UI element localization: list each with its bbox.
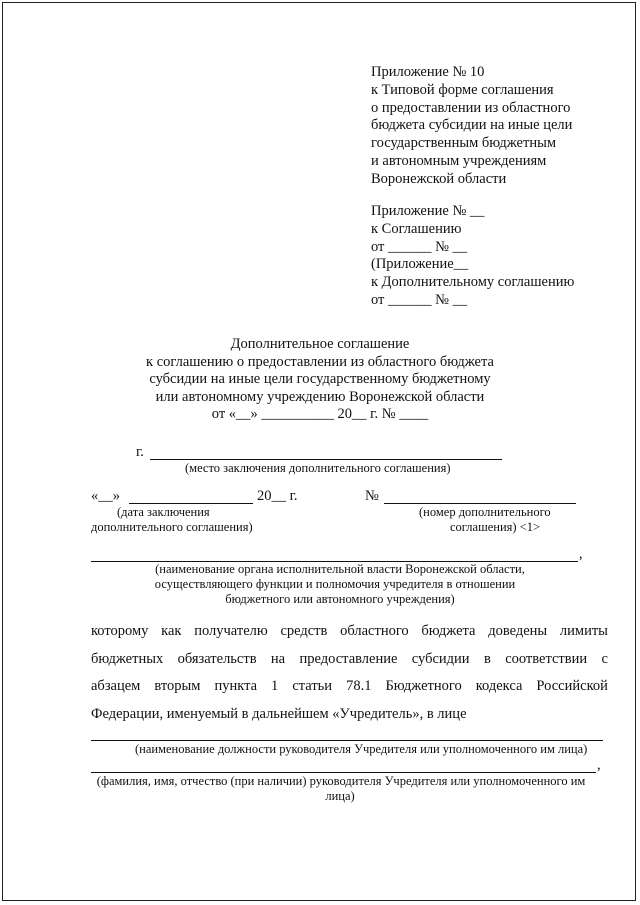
word: обязательств bbox=[177, 650, 257, 667]
title-line: субсидии на иные цели государственному бюджетному bbox=[149, 371, 491, 387]
date-caption bbox=[91, 505, 253, 535]
reference-line: к Соглашению bbox=[371, 220, 462, 237]
date-month-line bbox=[129, 503, 253, 504]
word: абзацем bbox=[91, 678, 141, 694]
body-line-1 bbox=[91, 618, 608, 646]
appendix-line: о предоставлении из областного bbox=[371, 99, 571, 116]
authority-caption-line: бюджетного или автономного учреждения) bbox=[225, 592, 455, 606]
word: которому bbox=[91, 623, 149, 639]
word: как bbox=[161, 623, 182, 639]
appendix-line: к Типовой форме соглашения bbox=[371, 81, 554, 98]
appendix-line: бюджета субсидии на иные цели bbox=[371, 117, 573, 134]
place-caption: (место заключения дополнительного соглашения) bbox=[185, 461, 451, 475]
date-caption-line-1: (дата заключения bbox=[117, 505, 210, 519]
head-position-caption: (наименование должности руководителя Учредителя или уполномоченного им лица) bbox=[135, 742, 588, 756]
word: бюджета bbox=[421, 623, 476, 639]
word: соответствии bbox=[505, 650, 588, 667]
title-line: Дополнительное соглашение bbox=[230, 336, 410, 352]
title-line: от «__» __________ 20__ г. № ____ bbox=[211, 406, 429, 422]
date-caption-line-2: дополнительного соглашения) bbox=[91, 520, 253, 534]
word: статьи bbox=[292, 678, 333, 694]
number-sign: № bbox=[365, 488, 379, 504]
word: областного bbox=[340, 623, 409, 639]
body-line-2 bbox=[91, 646, 608, 674]
word: получателю bbox=[194, 623, 268, 639]
word: Российской bbox=[536, 678, 608, 694]
word: предоставление bbox=[299, 650, 398, 667]
number-caption-line-2: соглашения) <1> bbox=[450, 520, 541, 534]
head-name-line bbox=[91, 772, 596, 773]
appendix-line: Воронежской области bbox=[371, 170, 507, 187]
word: на bbox=[270, 650, 286, 667]
appendix-line: и автономным учреждениям bbox=[371, 152, 547, 169]
title-line: к соглашению о предоставлении из областного бюджета bbox=[146, 353, 494, 370]
body-paragraph bbox=[91, 618, 608, 728]
reference-line: Приложение № __ bbox=[371, 203, 485, 219]
reference-line: (Приложение__ bbox=[371, 256, 469, 273]
authority-caption-line: (наименование органа исполнительной власти Воронежской области, bbox=[155, 562, 525, 576]
word: пункта bbox=[214, 678, 258, 694]
head-name-caption bbox=[0, 774, 640, 804]
word: 78.1 bbox=[346, 678, 372, 694]
word: кодекса bbox=[475, 678, 523, 694]
word: лимиты bbox=[559, 623, 608, 639]
appendix-line: государственным бюджетным bbox=[371, 135, 557, 152]
word: Бюджетного bbox=[385, 678, 462, 694]
appendix-header bbox=[371, 64, 572, 189]
body-line-4: Федерации, именуемый в дальнейшем «Учредитель», в лице bbox=[91, 705, 467, 722]
agreement-reference bbox=[371, 203, 574, 310]
reference-line: от ______ № __ bbox=[371, 291, 468, 308]
head-position-line bbox=[91, 740, 603, 741]
head-name-caption-line-1: (фамилия, имя, отчество (при наличии) руководителя Учредителя или уполномоченного им bbox=[96, 774, 586, 788]
word: в bbox=[483, 650, 491, 667]
reference-line: от ______ № __ bbox=[371, 238, 468, 255]
head-name-comma: , bbox=[597, 757, 601, 773]
title-line: или автономному учреждению Воронежской области bbox=[155, 388, 485, 405]
body-line-3 bbox=[91, 673, 608, 701]
word: вторым bbox=[154, 678, 201, 694]
word: доведены bbox=[488, 623, 548, 639]
document-title bbox=[0, 336, 640, 424]
authority-caption-line: осуществляющего функции и полномочия учредителя в отношении bbox=[154, 577, 516, 591]
word: 1 bbox=[271, 678, 279, 694]
number-caption-line-1: (номер дополнительного bbox=[419, 505, 551, 519]
reference-line: к Дополнительному соглашению bbox=[371, 274, 575, 291]
number-caption bbox=[419, 505, 551, 535]
number-field-line bbox=[384, 503, 576, 504]
word: бюджетных bbox=[91, 650, 164, 667]
authority-caption bbox=[0, 562, 640, 607]
head-name-caption-line-2: лица) bbox=[325, 789, 355, 803]
date-year-field: 20__ г. bbox=[257, 488, 298, 504]
authority-comma: , bbox=[579, 546, 583, 562]
date-day-field: «__» bbox=[91, 488, 120, 504]
word: субсидии bbox=[411, 650, 470, 667]
place-field-line bbox=[150, 459, 502, 460]
word: с bbox=[601, 650, 608, 667]
appendix-line: Приложение № 10 bbox=[371, 64, 485, 80]
word: средств bbox=[280, 623, 328, 639]
place-prefix: г. bbox=[136, 444, 144, 460]
